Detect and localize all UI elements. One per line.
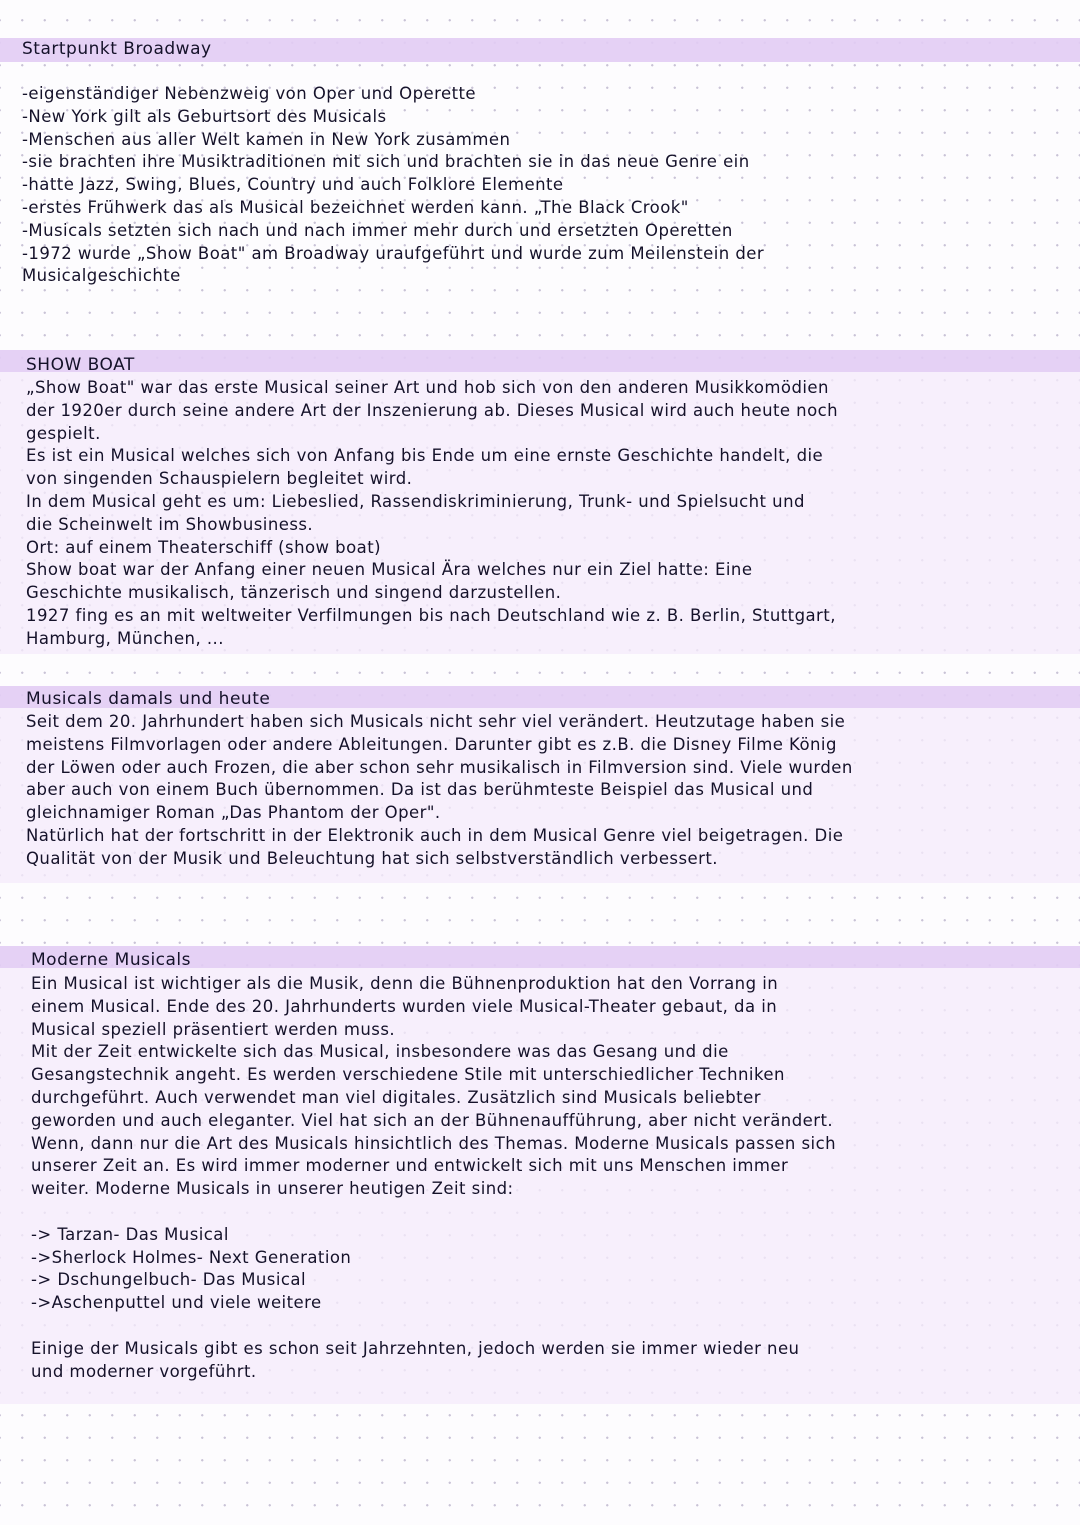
text-line: Show boat war der Anfang einer neuen Musical Ära welches nur ein Ziel hatte: Eine	[26, 560, 753, 580]
text-line: unserer Zeit an. Es wird immer moderner und entwickelt sich mit uns Menschen immer	[31, 1156, 789, 1176]
show-boat-lines	[26, 377, 838, 651]
text-line: -Menschen aus aller Welt kamen in New York zusammen	[22, 129, 511, 149]
text-line: -New York gilt als Geburtsort des Musicals	[22, 106, 387, 126]
text-line: -sie brachten ihre Musiktraditionen mit sich und brachten sie in das neue Genre ein	[22, 152, 750, 172]
text-line: Gesangstechnik angeht. Es werden verschiedene Stile mit unterschiedlicher Techniken	[31, 1065, 785, 1085]
text-line: Musicalgeschichte	[22, 266, 181, 286]
text-line: Es ist ein Musical welches sich von Anfang bis Ende um eine ernste Geschichte handelt, die	[26, 446, 824, 466]
text-line: -erstes Frühwerk das als Musical bezeichnet werden kann. „The Black Crook"	[22, 197, 689, 217]
text-line: In dem Musical geht es um: Liebeslied, Rassendiskriminierung, Trunk- und Spielsucht und	[26, 491, 805, 511]
text-line: aber auch von einem Buch übernommen. Da ist das berühmteste Beispiel das Musical und	[26, 780, 814, 800]
text-line: der 1920er durch seine andere Art der Inszenierung ab. Dieses Musical wird auch heute noch	[26, 400, 839, 420]
text-line: und moderner vorgeführt.	[31, 1361, 257, 1381]
text-line: Geschichte musikalisch, tänzerisch und singend darzustellen.	[26, 583, 562, 603]
spacer	[31, 1201, 836, 1224]
list-item: ->Sherlock Holmes- Next Generation	[31, 1247, 352, 1267]
text-line: der Löwen oder auch Frozen, die aber schon sehr musikalisch in Filmversion sind. Viele wurden	[26, 757, 853, 777]
list-item: -> Tarzan- Das Musical	[31, 1224, 229, 1244]
section-title-show-boat: SHOW BOAT	[26, 355, 135, 375]
spacer	[31, 1315, 836, 1338]
text-line: durchgeführt. Auch verwendet man viel digitales. Zusätzlich sind Musicals beliebter	[31, 1087, 761, 1107]
text-line: meistens Filmvorlagen oder andere Ableitungen. Darunter gibt es z.B. die Disney Filme König	[26, 734, 837, 754]
text-line: gespielt.	[26, 423, 101, 443]
section-title-damals-heute: Musicals damals und heute	[26, 689, 271, 709]
text-line: gleichnamiger Roman „Das Phantom der Oper".	[26, 803, 441, 823]
text-line: von singenden Schauspielern begleitet wird.	[26, 469, 413, 489]
moderne-lines	[31, 973, 836, 1383]
text-line: 1927 fing es an mit weltweiter Verfilmungen bis nach Deutschland wie z. B. Berlin, Stuttgart,	[26, 605, 836, 625]
damals-heute-lines	[26, 711, 853, 871]
text-line: Wenn, dann nur die Art des Musicals hinsichtlich des Themas. Moderne Musicals passen sich	[31, 1133, 837, 1153]
broadway-lines	[22, 83, 764, 288]
list-item: -> Dschungelbuch- Das Musical	[31, 1270, 306, 1290]
text-line: Qualität von der Musik und Beleuchtung hat sich selbstverständlich verbessert.	[26, 848, 718, 868]
text-line: -1972 wurde „Show Boat" am Broadway uraufgeführt und wurde zum Meilenstein der	[22, 243, 765, 263]
text-line: -Musicals setzten sich nach und nach immer mehr durch und ersetzten Operetten	[22, 220, 733, 240]
text-line: einem Musical. Ende des 20. Jahrhunderts wurden viele Musical-Theater gebaut, da in	[31, 996, 778, 1016]
text-line: Hamburg, München, ...	[26, 628, 224, 648]
list-item: ->Aschenputtel und viele weitere	[31, 1293, 322, 1313]
text-line: Ein Musical ist wichtiger als die Musik, denn die Bühnenproduktion hat den Vorrang in	[31, 974, 779, 993]
text-line: -hatte Jazz, Swing, Blues, Country und auch Folklore Elemente	[22, 175, 564, 195]
text-line: die Scheinwelt im Showbusiness.	[26, 514, 314, 534]
text-line: Einige der Musicals gibt es schon seit Jahrzehnten, jedoch werden sie immer wieder neu	[31, 1338, 800, 1358]
text-line: geworden und auch eleganter. Viel hat sich an der Bühnenaufführung, aber nicht verändert.	[31, 1110, 834, 1130]
text-line: Seit dem 20. Jahrhundert haben sich Musicals nicht sehr viel verändert. Heutzutage haben sie	[26, 712, 846, 731]
section-title-moderne: Moderne Musicals	[31, 950, 192, 970]
text-line: Ort: auf einem Theaterschiff (show boat)	[26, 537, 382, 557]
text-line: Natürlich hat der fortschritt in der Elektronik auch in dem Musical Genre viel beigetragen. Die	[26, 825, 844, 845]
text-line: Mit der Zeit entwickelte sich das Musical, insbesondere was das Gesang und die	[31, 1042, 729, 1062]
text-line: -eigenständiger Nebenzweig von Oper und Operette	[22, 84, 477, 103]
text-line: Musical speziell präsentiert werden muss.	[31, 1019, 396, 1039]
section-title-broadway: Startpunkt Broadway	[22, 39, 212, 59]
text-line: „Show Boat" war das erste Musical seiner Art und hob sich von den anderen Musikkomödien	[26, 378, 829, 397]
text-line: weiter. Moderne Musicals in unserer heutigen Zeit sind:	[31, 1179, 514, 1199]
heading-band	[0, 350, 1080, 372]
